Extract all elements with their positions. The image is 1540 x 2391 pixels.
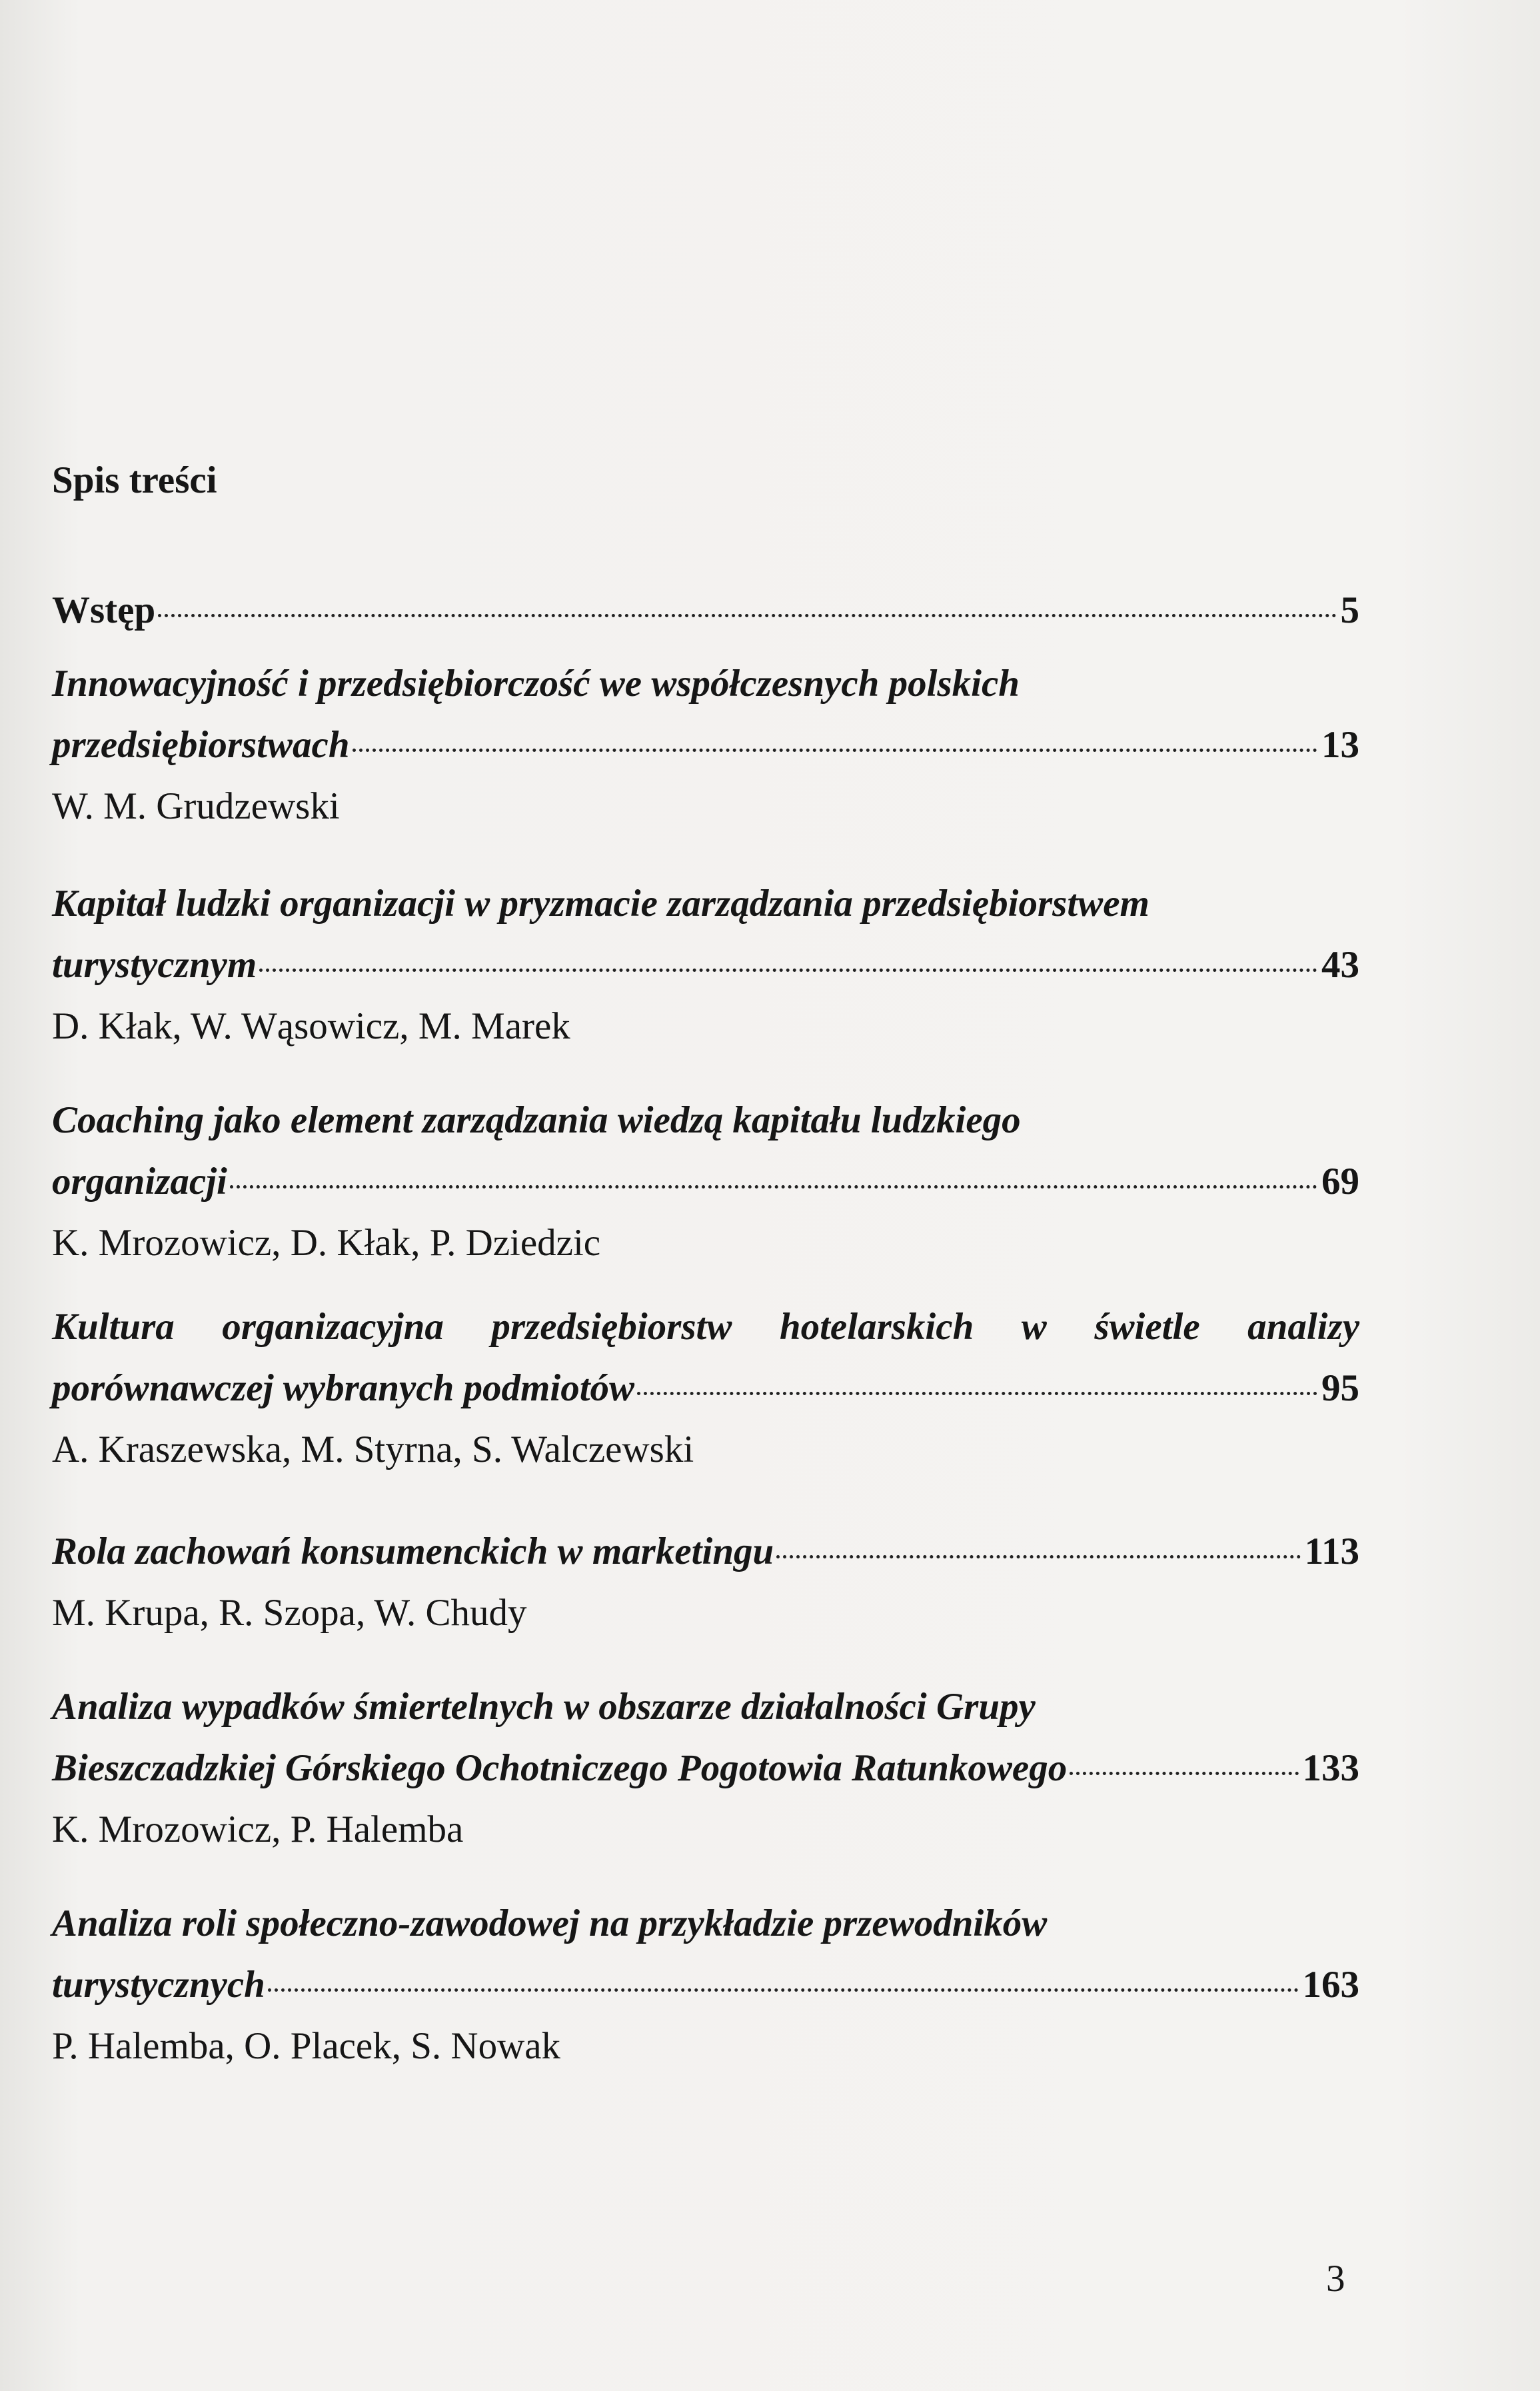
entry-title-line1: Innowacyjność i przedsiębiorczość we współczesnych polskich	[52, 663, 1020, 705]
entry-authors: M. Krupa, R. Szopa, W. Chudy	[52, 1592, 527, 1634]
entry-page-number: 13	[1321, 724, 1359, 766]
entry-page-number: 163	[1302, 1964, 1359, 2006]
entry-page-number: 95	[1321, 1367, 1359, 1409]
entry-authors: A. Kraszewska, M. Styrna, S. Walczewski	[52, 1428, 694, 1470]
entry-authors: P. Halemba, O. Placek, S. Nowak	[52, 2025, 561, 2067]
page-number: 3	[1326, 2258, 1345, 2300]
entry-title-line2: porównawczej wybranych podmiotów	[52, 1367, 635, 1409]
dot-leader	[230, 1185, 1317, 1189]
entry-title: Wstęp	[52, 589, 156, 631]
entry-page-number: 43	[1321, 944, 1359, 986]
dot-leader	[158, 614, 1336, 617]
dot-leader	[637, 1392, 1317, 1395]
entry-title-line1: Analiza wypadków śmiertelnych w obszarze działalności Grupy	[52, 1686, 1036, 1728]
entry-authors: K. Mrozowicz, P. Halemba	[52, 1808, 464, 1850]
dot-leader	[776, 1555, 1300, 1558]
entry-authors: D. Kłak, W. Wąsowicz, M. Marek	[52, 1005, 570, 1047]
entry-page-number: 133	[1302, 1747, 1359, 1789]
entry-title-line1: Rola zachowań konsumenckich w marketingu	[52, 1530, 774, 1572]
toc-entry[interactable]	[52, 1296, 1359, 1480]
dot-leader	[353, 749, 1317, 752]
dot-leader	[259, 969, 1317, 972]
entry-title-line2: przedsiębiorstwach	[52, 724, 350, 766]
entry-page-number: 69	[1321, 1161, 1359, 1202]
table-of-contents	[52, 0, 1359, 2391]
entry-title-line1: Kultura organizacyjna przedsiębiorstw hotelarskich w świetle analizy	[52, 1306, 1359, 1348]
toc-entry[interactable]	[52, 1090, 1359, 1274]
entry-page-number: 5	[1340, 589, 1359, 631]
entry-authors: K. Mrozowicz, D. Kłak, P. Dziedzic	[52, 1222, 601, 1264]
entry-page-number: 113	[1304, 1530, 1359, 1572]
dot-leader	[1070, 1772, 1298, 1775]
entry-title-line2: turystycznych	[52, 1964, 265, 2006]
toc-entry[interactable]	[52, 653, 1359, 837]
entry-title-line2: organizacji	[52, 1161, 227, 1202]
toc-entry[interactable]	[52, 1521, 1359, 1644]
toc-entry[interactable]	[52, 873, 1359, 1057]
toc-entry[interactable]	[52, 1676, 1359, 1860]
toc-heading: Spis treści	[52, 459, 217, 501]
dot-leader	[268, 1988, 1299, 1992]
entry-title-line1: Kapitał ludzki organizacji w pryzmacie zarządzania przedsiębiorstwem	[52, 883, 1150, 925]
entry-title-line2: Bieszczadzkiej Górskiego Ochotniczego Pogotowia Ratunkowego	[52, 1747, 1068, 1789]
entry-title-line1: Coaching jako element zarządzania wiedzą kapitału ludzkiego	[52, 1099, 1021, 1141]
entry-title-line1: Analiza roli społeczno-zawodowej na przykładzie przewodników	[52, 1902, 1048, 1944]
entry-title-line2: turystycznym	[52, 944, 257, 986]
entry-authors: W. M. Grudzewski	[52, 785, 340, 827]
toc-entry[interactable]	[52, 1893, 1359, 2077]
toc-entry-intro[interactable]	[52, 580, 1359, 641]
